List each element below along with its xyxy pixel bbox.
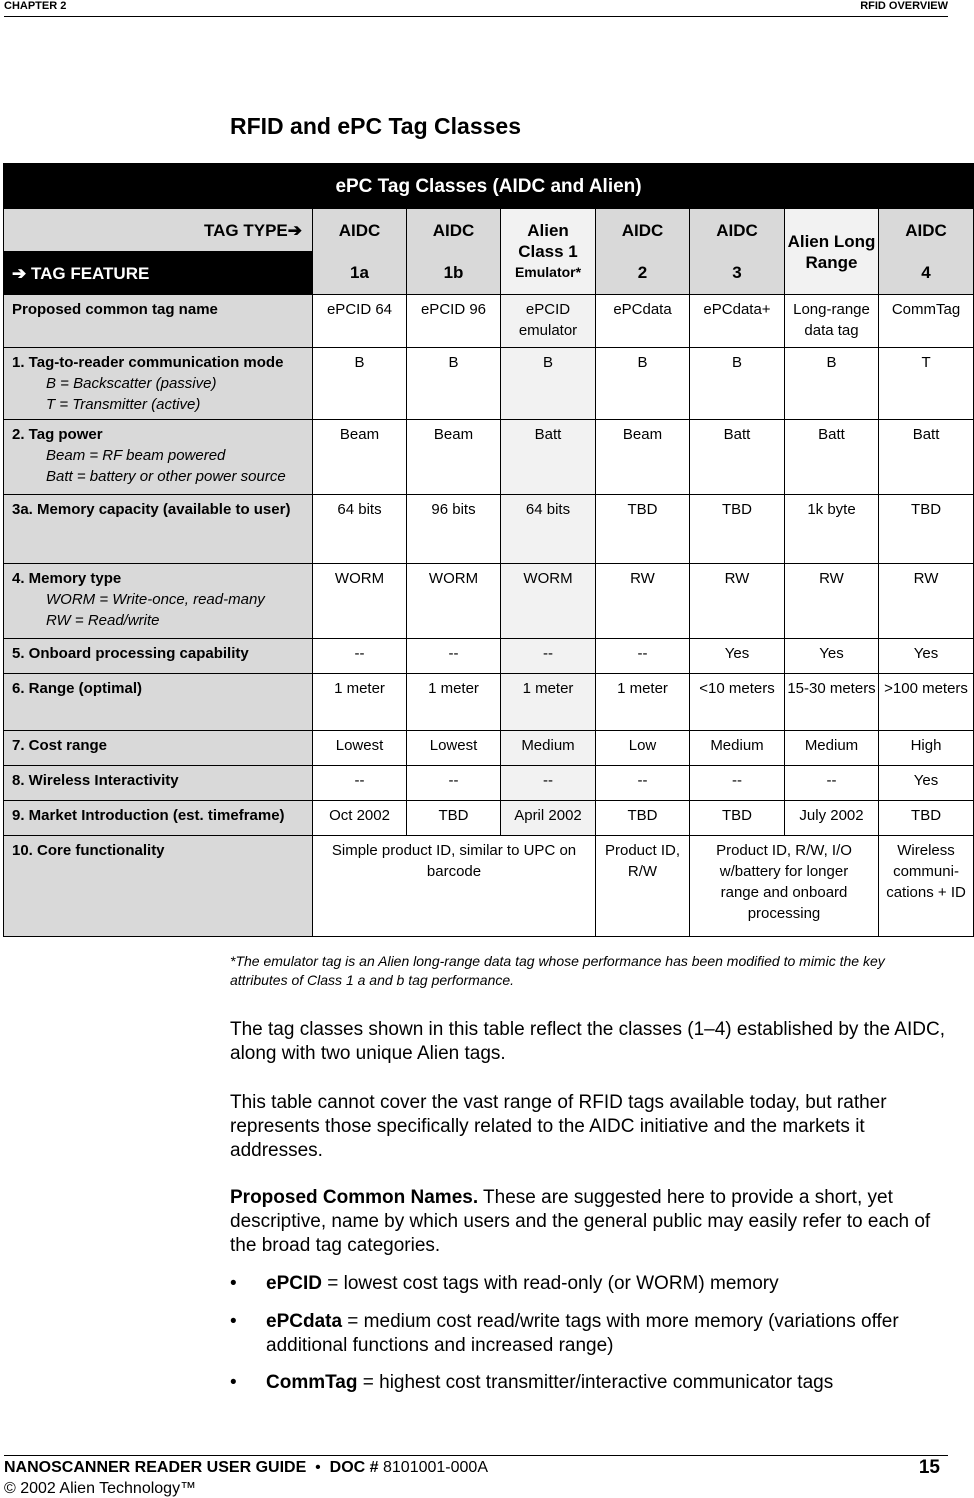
table-row [4, 295, 974, 348]
column-type: AIDC [432, 221, 475, 240]
feature-name: 7. Cost range [12, 737, 108, 754]
tag-type-label: TAG TYPE➔ [4, 209, 313, 252]
value-cell: TBD [690, 495, 785, 564]
value-cell: -- [313, 766, 407, 801]
paragraph-3-body: These are suggested here to provide a short, yet descriptive, name by which users and the general public may easily refer to each of the broad tag categories. [230, 1187, 931, 1256]
column-header [407, 209, 501, 295]
value-cell: -- [596, 766, 690, 801]
value-cell: CommTag [879, 295, 974, 348]
bullet-dot: • [230, 1273, 237, 1294]
value-cell: ePCID 64 [313, 295, 407, 348]
feature-cell [4, 766, 313, 801]
table-row [4, 348, 974, 420]
page-footer [4, 1455, 948, 1497]
table-row [4, 801, 974, 836]
table-row [4, 766, 974, 801]
feature-cell [4, 348, 313, 420]
value-cell: 15-30 meters [785, 674, 879, 731]
paragraph-2: This table cannot cover the vast range of RFID tags available today, but rather represents those specifically related to the AIDC initiative and the markets it addresses. [230, 1092, 887, 1161]
column-type: Alien Long Range [787, 231, 876, 272]
value-cell: July 2002 [785, 801, 879, 836]
value-cell: 64 bits [501, 495, 596, 564]
value-cell: -- [407, 639, 501, 674]
value-cell: 1 meter [501, 674, 596, 731]
value-cell: RW [879, 564, 974, 639]
feature-name: 3a. Memory capacity (available to user) [12, 501, 291, 518]
column-class: Emulator* [514, 264, 582, 280]
value-cell: Batt [879, 420, 974, 495]
feature-name: 8. Wireless Interactivity [12, 772, 179, 789]
tag-classes-table [3, 163, 974, 937]
feature-note: WORM = Write-once, read-many [46, 591, 265, 608]
table-caption-row [4, 164, 974, 209]
doc-number: 8101001-000A [383, 1459, 488, 1476]
feature-note: RW = Read/write [46, 612, 160, 629]
value-cell: 1 meter [596, 674, 690, 731]
column-type: AIDC [716, 221, 758, 240]
value-cell: -- [690, 766, 785, 801]
value-cell: Yes [879, 639, 974, 674]
value-cell: TBD [879, 801, 974, 836]
table-caption: ePC Tag Classes (AIDC and Alien) [4, 164, 974, 209]
core-cell: Product ID, R/W, I/O w/battery for longer range and onboard processing [690, 836, 879, 937]
value-cell: April 2002 [501, 801, 596, 836]
value-cell: TBD [690, 801, 785, 836]
footer-separator: • [315, 1459, 321, 1476]
value-cell: TBD [596, 801, 690, 836]
core-cell: Product ID, R/W [596, 836, 690, 937]
value-cell: B [407, 348, 501, 420]
value-cell: Lowest [313, 731, 407, 766]
value-cell: 96 bits [407, 495, 501, 564]
bullet-text: = lowest cost tags with read-only (or WORM) memory [321, 1273, 779, 1294]
feature-name: 10. Core functionality [4, 836, 313, 937]
value-cell: High [879, 731, 974, 766]
value-cell: 1 meter [313, 674, 407, 731]
value-cell: Batt [785, 420, 879, 495]
table-row [4, 674, 974, 731]
value-cell: -- [596, 639, 690, 674]
doc-label: DOC # [329, 1459, 379, 1476]
value-cell: WORM [407, 564, 501, 639]
table-row [4, 639, 974, 674]
value-cell: T [879, 348, 974, 420]
tag-feature-label: ➔ TAG FEATURE [4, 252, 313, 295]
value-cell: Batt [501, 420, 596, 495]
table-row [4, 731, 974, 766]
column-type: AIDC [905, 221, 947, 240]
value-cell: -- [313, 639, 407, 674]
column-class: 1a [350, 263, 369, 282]
bullet-term: CommTag [266, 1372, 358, 1393]
column-class: 3 [732, 263, 742, 282]
footnote: *The emulator tag is an Alien long-range data tag whose performance has been modified to mimic the key attributes of Class 1 a and b tag performance. [230, 953, 885, 988]
value-cell: ePCID emulator [501, 295, 596, 348]
value-cell: <10 meters [690, 674, 785, 731]
feature-note: Beam = RF beam powered [46, 447, 226, 464]
guide-title: NANOSCANNER READER USER GUIDE [4, 1459, 307, 1476]
table-row [4, 495, 974, 564]
value-cell: 1k byte [785, 495, 879, 564]
core-cell: Simple product ID, similar to UPC on barcode [313, 836, 596, 937]
value-cell: Medium [785, 731, 879, 766]
feature-cell [4, 564, 313, 639]
column-header [879, 209, 974, 295]
footer-doc-info [4, 1459, 488, 1477]
column-class: 2 [637, 263, 648, 282]
feature-note: Batt = battery or other power source [46, 468, 286, 485]
table-row [4, 420, 974, 495]
bullet-term: ePCdata [266, 1311, 343, 1332]
paragraph-3-lead: Proposed Common Names. [230, 1187, 479, 1208]
value-cell: B [313, 348, 407, 420]
value-cell: ePCdata [596, 295, 690, 348]
value-cell: TBD [596, 495, 690, 564]
page-header [4, 0, 948, 17]
value-cell: Yes [690, 639, 785, 674]
value-cell: B [785, 348, 879, 420]
value-cell: Oct 2002 [313, 801, 407, 836]
value-cell: Medium [501, 731, 596, 766]
column-header [690, 209, 785, 295]
value-cell: B [596, 348, 690, 420]
feature-cell [4, 639, 313, 674]
feature-name: 9. Market Introduction (est. timeframe) [12, 807, 285, 824]
page-number: 15 [918, 1457, 940, 1478]
feature-name: Proposed common tag name [12, 301, 218, 318]
value-cell: Yes [785, 639, 879, 674]
section-label: RFID OVERVIEW [860, 0, 948, 12]
value-cell: TBD [879, 495, 974, 564]
feature-cell [4, 495, 313, 564]
page-title: RFID and ePC Tag Classes [230, 113, 521, 139]
value-cell: Low [596, 731, 690, 766]
copyright: © 2002 Alien Technology™ [4, 1480, 197, 1497]
feature-name: 2. Tag power [12, 426, 103, 443]
chapter-label: CHAPTER 2 [4, 0, 67, 12]
paragraph-1: The tag classes shown in this table reflect the classes (1–4) established by the AIDC, along with two unique Alien tags. [230, 1019, 945, 1064]
column-header-row [4, 209, 974, 252]
feature-note: T = Transmitter (active) [46, 396, 201, 413]
core-cell: Wireless communi-cations + ID [879, 836, 974, 937]
bullet-term: ePCID [266, 1273, 322, 1294]
value-cell: -- [407, 766, 501, 801]
feature-name: 6. Range (optimal) [12, 680, 143, 697]
table-row [4, 564, 974, 639]
value-cell: B [501, 348, 596, 420]
column-header [501, 209, 596, 295]
column-class: 1b [443, 263, 464, 282]
column-header [785, 209, 879, 295]
value-cell: B [690, 348, 785, 420]
feature-cell [4, 674, 313, 731]
feature-cell [4, 731, 313, 766]
feature-note: B = Backscatter (passive) [46, 375, 217, 392]
value-cell: -- [785, 766, 879, 801]
value-cell: >100 meters [879, 674, 974, 731]
column-type: AIDC [338, 221, 381, 240]
value-cell: RW [785, 564, 879, 639]
feature-cell [4, 295, 313, 348]
value-cell: Medium [690, 731, 785, 766]
column-header [313, 209, 407, 295]
column-type: AIDC [621, 221, 664, 240]
bullet-text: = highest cost transmitter/interactive communicator tags [357, 1372, 834, 1393]
value-cell: ePCdata+ [690, 295, 785, 348]
value-cell: Beam [313, 420, 407, 495]
feature-cell [4, 801, 313, 836]
value-cell: -- [501, 639, 596, 674]
bullet-dot: • [230, 1372, 237, 1393]
core-functionality-row [4, 836, 974, 937]
feature-name: 5. Onboard processing capability [12, 645, 249, 662]
value-cell: -- [501, 766, 596, 801]
value-cell: WORM [501, 564, 596, 639]
value-cell: 1 meter [407, 674, 501, 731]
feature-name: 1. Tag-to-reader communication mode [12, 354, 284, 371]
value-cell: Batt [690, 420, 785, 495]
feature-name: 4. Memory type [12, 570, 122, 587]
value-cell: Beam [407, 420, 501, 495]
column-type: Alien Class 1 [518, 221, 578, 261]
column-header [596, 209, 690, 295]
value-cell: RW [690, 564, 785, 639]
bullet-dot: • [230, 1311, 237, 1332]
bullet-text: = medium cost read/write tags with more memory (variations offer additional functions and increased range) [266, 1311, 899, 1356]
value-cell: Yes [879, 766, 974, 801]
value-cell: TBD [407, 801, 501, 836]
value-cell: Long-range data tag [785, 295, 879, 348]
feature-cell [4, 420, 313, 495]
value-cell: ePCID 96 [407, 295, 501, 348]
value-cell: Lowest [407, 731, 501, 766]
value-cell: Beam [596, 420, 690, 495]
value-cell: WORM [313, 564, 407, 639]
column-class: 4 [921, 263, 931, 282]
paragraph-3 [230, 1186, 945, 1258]
value-cell: 64 bits [313, 495, 407, 564]
value-cell: RW [596, 564, 690, 639]
